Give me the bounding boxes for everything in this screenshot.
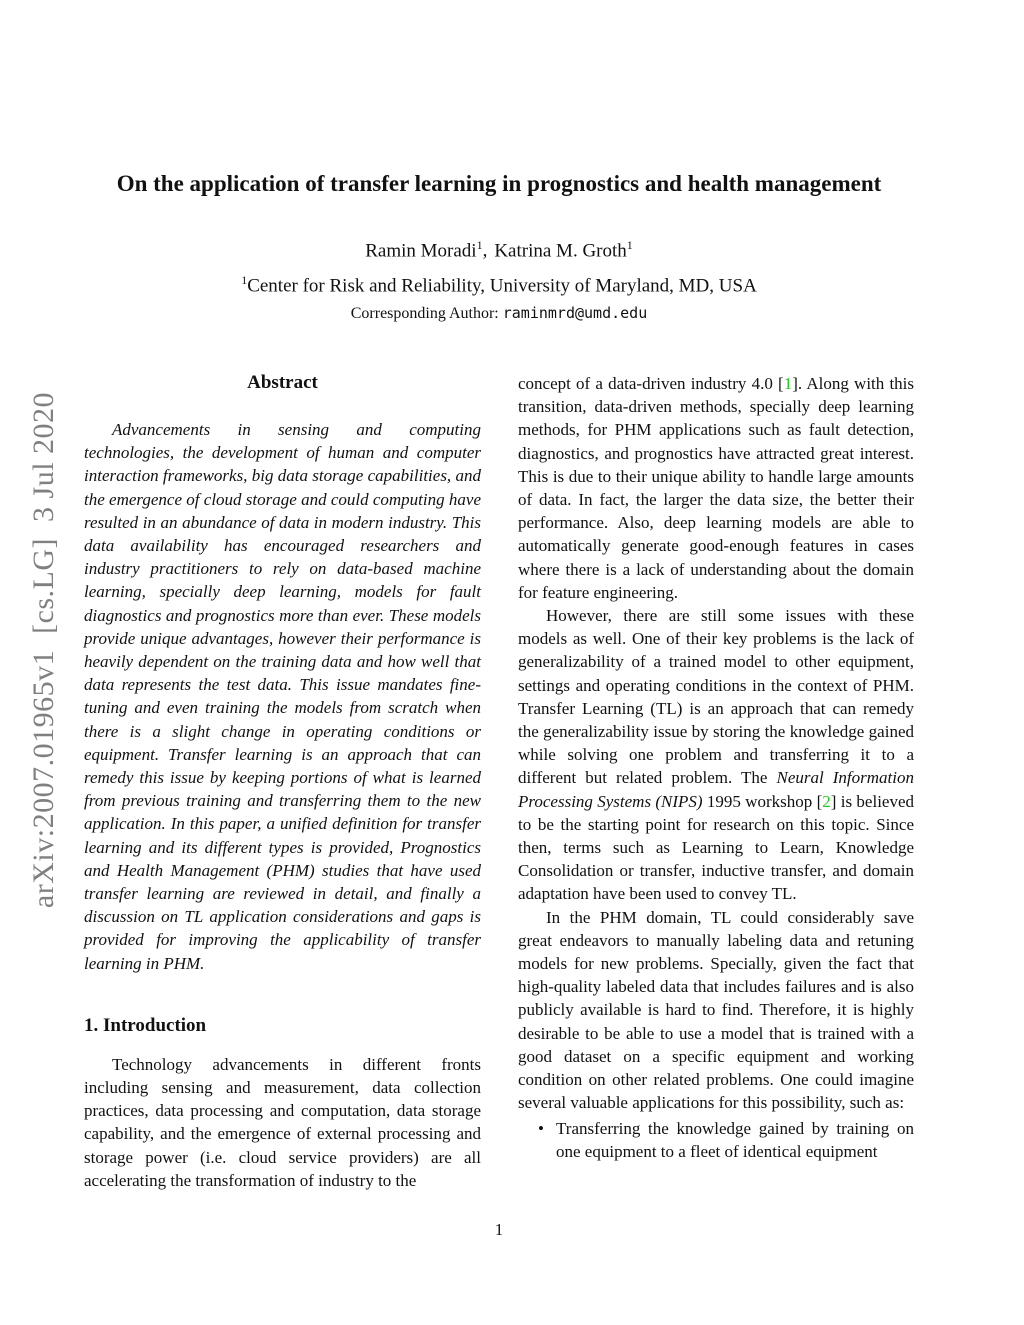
paragraph-text: However, there are still some issues with these models as well. One of their key problems is the lack of generalizability of a trained model to other equipment, settings and operating conditions in the context of PHM. Transfer Learning (TL) is an approach that can remedy the generalizability issue by storing the knowledge gained while solving one problem and transferring it to a different but related problem. The <box>518 606 914 788</box>
body-paragraph: In the PHM domain, TL could considerably save great endeavors to manually labeling data and retuning models for new problems. Specially, given the fact that high-quality labeled data that includes failures and is also publicly available is hard to find. Therefore, it is highly desirable to be able to use a model that is trained with a good dataset on a specific equipment and working condition on other related problems. One could imagine several valuable applications for this possibility, such as: <box>518 907 914 1113</box>
page-number: 1 <box>494 1220 504 1239</box>
bullet-icon: • <box>538 1118 544 1138</box>
introduction-paragraph: Technology advancements in different fronts including sensing and measurement, data collection practices, data processing and computation, data storage capability, and the emergence of external processing and storage power (i.e. cloud service providers) are all accelerating the transformation of industry to the <box>84 1054 481 1190</box>
author-separator: , <box>482 239 488 261</box>
author-1-affiliation-mark: 1 <box>476 237 483 252</box>
paragraph-text: ]. Along with this transition, data-driven methods, specially deep learning methods, for PHM applications such as fault detection, diagnostics, and prognostics have attracted great interest. This is due to their unique ability to handle large amounts of data. In fact, the larger the data size, the better their performance. Also, deep learning models are able to automatically generate good-enough features in cases where there is a lack of understanding about the domain for feature engineering. <box>518 374 915 602</box>
left-column <box>84 372 481 1192</box>
affiliation-mark: 1 <box>241 272 248 287</box>
body-paragraph <box>518 604 914 906</box>
author-name-2: Katrina M. Groth <box>494 239 627 261</box>
paragraph-text: 1995 workshop [ <box>702 791 823 811</box>
affiliation-line <box>84 273 914 297</box>
body-paragraph <box>518 372 914 604</box>
author-2-affiliation-mark: 1 <box>626 237 633 252</box>
abstract-text: Advancements in sensing and computing technologies, the development of human and computer interaction frameworks, big data storage capabilities, and the emergence of cloud storage and could computing have resulted in an abundance of data in modern industry. This data availability has encouraged researchers and industry practitioners to rely on data-based machine learning, specially deep learning, models for fault diagnostics and prognostics more than ever. These models provide unique advantages, however their performance is heavily dependent on the training data and how well that data represents the test data. This issue mandates fine-tuning and even training the models from scratch when there is a slight change in operating conditions or equipment. Transfer learning is an approach that can remedy this issue by keeping portions of what is learned from previous training and transferring them to the new application. In this paper, a unified definition for transfer learning and its different types is provided, Prognostics and Health Management (PHM) studies that have used transfer learning are reviewed in detail, and finally a discussion on TL application considerations and gaps is provided for improving the applicability of transfer learning in PHM. <box>84 420 481 973</box>
right-column <box>518 372 914 1163</box>
author-name-1: Ramin Moradi <box>365 239 477 261</box>
paragraph-text: ] is believed to be the starting point for research on this topic. Since then, terms such as Learning to Learn, Knowledge Consolidation or transfer, inductive transfer, and domain adaptation have been used to convey TL. <box>518 791 915 904</box>
citation-link-2[interactable]: 2 <box>822 791 831 811</box>
bullet-list-item <box>518 1117 914 1163</box>
citation-link-1[interactable]: 1 <box>783 374 793 393</box>
corresponding-author-line <box>84 304 914 323</box>
author-line <box>84 238 914 262</box>
corresponding-author-label: Corresponding Author: <box>350 305 503 323</box>
arxiv-watermark: arXiv:2007.01965v1 [cs.LG] 3 Jul 2020 <box>27 391 60 909</box>
corresponding-author-email: raminmrd@umd.edu <box>502 304 648 323</box>
paper-header <box>84 170 914 323</box>
journal-name-italic: Neural Information Processing Systems (NIPS) <box>518 768 914 811</box>
paper-title: On the application of transfer learning in prognostics and health management <box>116 171 882 196</box>
affiliation-text: Center for Risk and Reliability, University of Maryland, MD, USA <box>247 275 757 297</box>
section-heading-introduction: 1. Introduction <box>84 1014 207 1036</box>
bullet-text: Transferring the knowledge gained by training on one equipment to a fleet of identical equipment <box>556 1118 914 1161</box>
paragraph-text: concept of a data-driven industry 4.0 [ <box>518 374 784 393</box>
abstract-heading: Abstract <box>247 372 318 393</box>
